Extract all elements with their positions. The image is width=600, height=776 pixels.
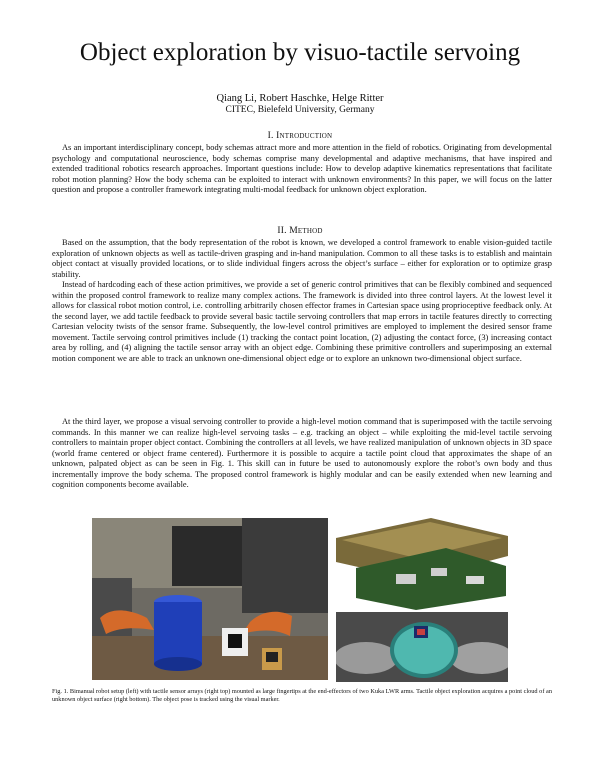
tactile-sensor-illustration (336, 518, 508, 610)
figure-robot-setup-photo (92, 518, 328, 680)
method-paragraph-1: Based on the assumption, that the body representation of the robot is known, we developed a control framework to enable vision-guided tactile exploration of unknown objects as well as tactile-driven grasping and in-hand manipulation. Common to all these tasks is to establish and maintain object contact at visually provided locations, or to slide individual fingers across the object’s surface – either for exploration or to optimize grasp stability. (52, 238, 552, 279)
intro-paragraph: As an important interdisciplinary concept, body schemas attract more and more attention in the field of robotics. Originating from developmental psychology and computational neuroscience, body schemas comprise many developmental and adaptive mechanisms, that have inspired and extended traditional robotics research approaches. Important questions include: How to develop adaptive kinematics representations that facilitate robot motion planning? How the body schema can be exploited to interact with unknown environments? In this paper, we will focus on the latter question and propose a controller framework integrating multi-modal feedback for unknown object exploration. (52, 143, 552, 195)
paper-affiliation: CITEC, Bielefeld University, Germany (225, 105, 375, 115)
figure-caption: Fig. 1. Bimanual robot setup (left) with tactile sensor arrays (right top) mounted as large fingertips at the end-effectors of two Kuka LWR arms. Tactile object exploration acquires a point cloud of an unknown object surface (right bottom). The object pose is tracked using the visual marker. (52, 688, 552, 704)
method-paragraph-3: At the third layer, we propose a visual servoing controller to provide a high-level motion command that is superimposed with the tactile servoing commands. In this manner we can realize high-level servoing tasks – e.g. tracking an object – while exploiting the mid-level tactile servoing controllers to maintain proper object contact. Combining the controllers at all levels, we have realized manipulation of unknown objects in 3D space (world frame centered or object frame centered). Furthermore it is possible to acquire a tactile point cloud that approximates the shape of an unknown, palpated object as can be seen in Fig. 1. This skill can in future be used to autonomously explore the robot’s own body and thus incrementally improve the body schema. The proposed control framework is highly modular and can be easily extended when new learning and cognition components become available. (52, 417, 552, 490)
figure-point-cloud-photo (336, 612, 508, 682)
paper-authors: Qiang Li, Robert Haschke, Helge Ritter (216, 93, 384, 104)
section-heading-introduction: I. Introduction (267, 131, 333, 141)
point-cloud-illustration (336, 612, 508, 682)
paper-title: Object exploration by visuo-tactile servoing (79, 39, 521, 66)
section-heading-method: II. Method (277, 226, 323, 236)
figure-tactile-sensor-photo (336, 518, 508, 610)
method-paragraph-2: Instead of hardcoding each of these action primitives, we provide a set of generic control primitives that can be flexibly combined and sequenced within the proposed control framework to realize many complex actions. The framework is divided into three control layers. At the lowest level it allows for classical robot motion control, i.e. controlling arbitrarily chosen effector frames in Cartesian space using proprioceptive feedback only. At the second layer, we add tactile feedback to provide several basic tactile servoing controllers that map errors in tactile features directly to correcting Cartesian velocity twists of the sensor frame. Subsequently, the low-level control primitives are employed to implement the desired sensor frame movement. Tactile servoing control primitives include (1) tracking the contact point location, (2) adjusting the contact force, (3) increasing contact area by rolling, and (4) aligning the tactile sensor array with an object edge. Combining these primitive controllers and superimposing an external motion component we are able to track an unknown one-dimensional object edge or to explore an unknown two-dimensional object surface. (52, 280, 552, 363)
robot-setup-illustration (92, 518, 328, 680)
